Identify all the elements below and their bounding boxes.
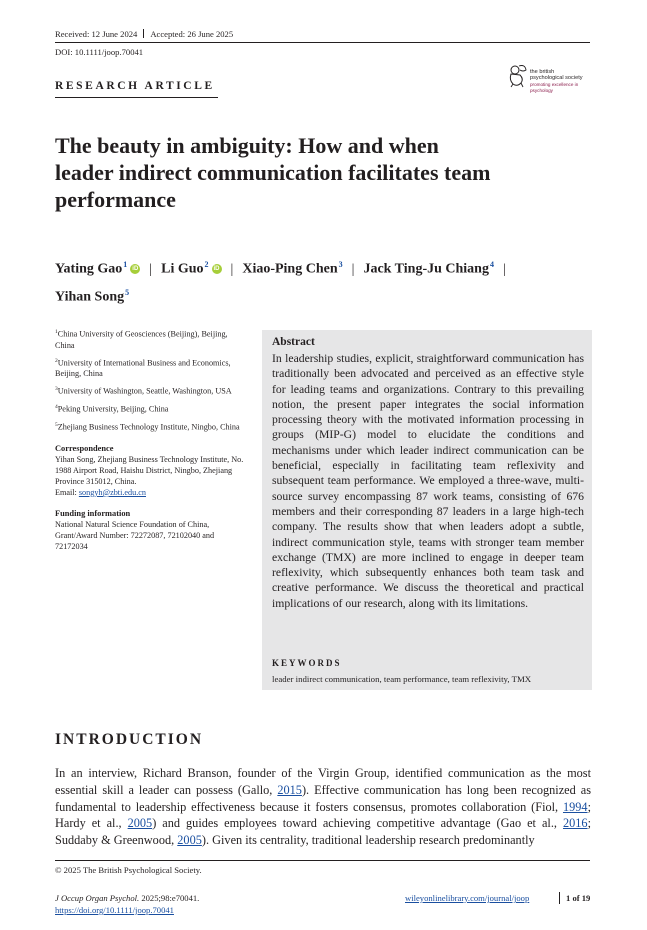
received-date: Received: 12 June 2024	[55, 29, 138, 39]
author-affiliation-sup[interactable]: 3	[338, 260, 343, 269]
abstract-box	[262, 330, 592, 690]
funding-heading: Funding information	[55, 508, 131, 518]
bps-emblem-icon	[507, 62, 529, 88]
journal-citation	[55, 893, 199, 903]
citation-link[interactable]: 2016	[562, 816, 588, 831]
bps-wordmark-line1: the british	[530, 69, 555, 75]
article-type-underline	[55, 97, 218, 98]
affiliation-item	[55, 327, 245, 351]
author-name[interactable]: Yating Gao	[55, 261, 123, 277]
paragraph-text: ; Suddaby & Greenwood,	[55, 816, 591, 848]
affiliation-sup: 1	[55, 329, 58, 335]
paragraph-text: In an interview, Richard Branson, founder of the Virgin Group, identified communication as the most essential skill a leader can possess (Gallo,	[55, 766, 591, 797]
citation-volume: 2025;98:e70041.	[139, 893, 200, 903]
author-affiliation-sup[interactable]: 2	[204, 260, 209, 269]
funding-text: National Natural Science Foundation of China, Grant/Award Number: 72272087, 72102040 and 72172034	[55, 519, 215, 551]
header-rule	[55, 42, 590, 43]
paragraph-text: ). Given its centrality, traditional leadership research predominantly	[201, 833, 535, 848]
page-number: 1 of 19	[566, 893, 591, 903]
affiliation-text: University of Washington, Seattle, Washington, USA	[57, 387, 232, 397]
accepted-date: Accepted: 26 June 2025	[150, 29, 234, 39]
correspondence-email-line	[55, 487, 245, 498]
author-affiliation-sup[interactable]: 4	[489, 260, 494, 269]
affiliation-text: China University of Geosciences (Beijing), Beijing, China	[55, 329, 228, 350]
introduction-paragraph	[55, 765, 591, 849]
affiliation-sup: 2	[55, 357, 58, 364]
paragraph-text: ) and guides employees toward achieving competitive advantage (Gao et al.,	[152, 816, 563, 831]
author-separator: |	[502, 261, 506, 277]
affiliation-item	[55, 420, 245, 433]
abstract-heading: Abstract	[272, 336, 315, 348]
copyright: © 2025 The British Psychological Society.	[55, 865, 202, 875]
affiliation-item	[55, 356, 245, 380]
author-separator: |	[230, 261, 234, 277]
author-name[interactable]: Yihan Song	[55, 289, 125, 305]
introduction-heading: INTRODUCTION	[55, 731, 204, 748]
author-affiliation-sup[interactable]: 5	[125, 287, 130, 297]
abstract-text: In leadership studies, explicit, straightforward communication has traditionally been advocated and perceived as an effective style for leading teams and organizations. Contrary to this prevailing notion, the present paper integrates the social information processing theory with the motivated information processing in groups (MIP-G) model to elucidate the conditions and mechanisms under which leader indirect communication can be beneficial, especially in facilitating team reflexivity and subsequent team performance. We employed a three-wave, multi-source survey encompassing 87 work teams, consisting of 676 members and their corresponding 87 leaders in a large high-tech company. The results show that when leaders adopt a subtle, indirect communication style, teams with stronger team member exchange (TMX) are more inclined to engage in deeper team reflexivity, which subsequently enhances both team task and creative performance. We discuss the theoretical and practical implications of our research, along with its limitations.	[272, 352, 584, 610]
article-type: RESEARCH ARTICLE	[55, 80, 215, 92]
author-name[interactable]: Xiao-Ping Chen	[242, 261, 338, 277]
author-affiliation-sup[interactable]: 1	[123, 260, 128, 269]
author-separator: |	[351, 261, 355, 277]
article-title: The beauty in ambiguity: How and when leader indirect communication facilitates team performance	[55, 133, 491, 212]
author-name[interactable]: Jack Ting-Ju Chiang	[363, 261, 489, 277]
correspondence-text: Yihan Song, Zhejiang Business Technology Institute, No. 1988 Airport Road, Haishu District, Ningbo, Zhejiang Province 315012, China.	[55, 454, 244, 486]
affiliation-text: University of International Business and Economics, Beijing, China	[55, 358, 231, 379]
affiliation-item	[55, 402, 245, 415]
author-list	[55, 253, 600, 308]
affiliation-text: Peking University, Beijing, China	[57, 404, 169, 414]
paragraph-text: ). Effective communication has long been recognized as fundamental to leadership effectiveness because it fosters consensus, promotes collaboration (Fiol,	[55, 782, 591, 814]
header-divider	[143, 29, 144, 38]
citation-link[interactable]: 1994	[562, 799, 588, 814]
doi: DOI: 10.1111/joop.70041	[55, 47, 144, 57]
affiliation-sup: 4	[55, 404, 58, 411]
affiliation-sup: 5	[55, 421, 58, 428]
footer-rule	[55, 860, 590, 861]
citation-link[interactable]: 2005	[177, 833, 202, 848]
journal-site-link[interactable]: wileyonlinelibrary.com/journal/joop	[405, 893, 530, 903]
keywords-text: leader indirect communication, team performance, team reflexivity, TMX	[272, 674, 532, 684]
affiliation-text: Zhejiang Business Technology Institute, Ningbo, China	[57, 422, 240, 432]
citation-link[interactable]: 2015	[277, 782, 302, 797]
email-label: Email:	[55, 487, 79, 497]
author-name[interactable]: Li Guo	[161, 261, 204, 277]
bps-tagline: promoting excellence in psychology	[530, 81, 579, 93]
bps-wordmark-line2: psychological society	[530, 75, 583, 82]
paragraph-text: ; Hardy et al.,	[55, 799, 591, 831]
affiliation-sup: 3	[55, 386, 58, 393]
doi-link[interactable]: https://doi.org/10.1111/joop.70041	[55, 905, 174, 915]
author-separator: |	[149, 261, 153, 277]
keywords-heading: KEYWORDS	[272, 658, 342, 668]
bps-logo[interactable]	[507, 62, 599, 92]
journal-name: J Occup Organ Psychol.	[55, 893, 140, 903]
footer-divider	[559, 892, 560, 904]
orcid-icon[interactable]: iD	[132, 265, 139, 272]
affiliation-item	[55, 384, 245, 397]
affiliations	[55, 327, 245, 552]
received-accepted-line	[55, 29, 233, 39]
orcid-icon[interactable]: iD	[213, 265, 220, 272]
email-link[interactable]: songyh@zbti.edu.cn	[78, 487, 146, 497]
citation-link[interactable]: 2005	[127, 816, 153, 831]
bps-wordmark	[530, 69, 600, 94]
correspondence-heading: Correspondence	[55, 443, 114, 453]
